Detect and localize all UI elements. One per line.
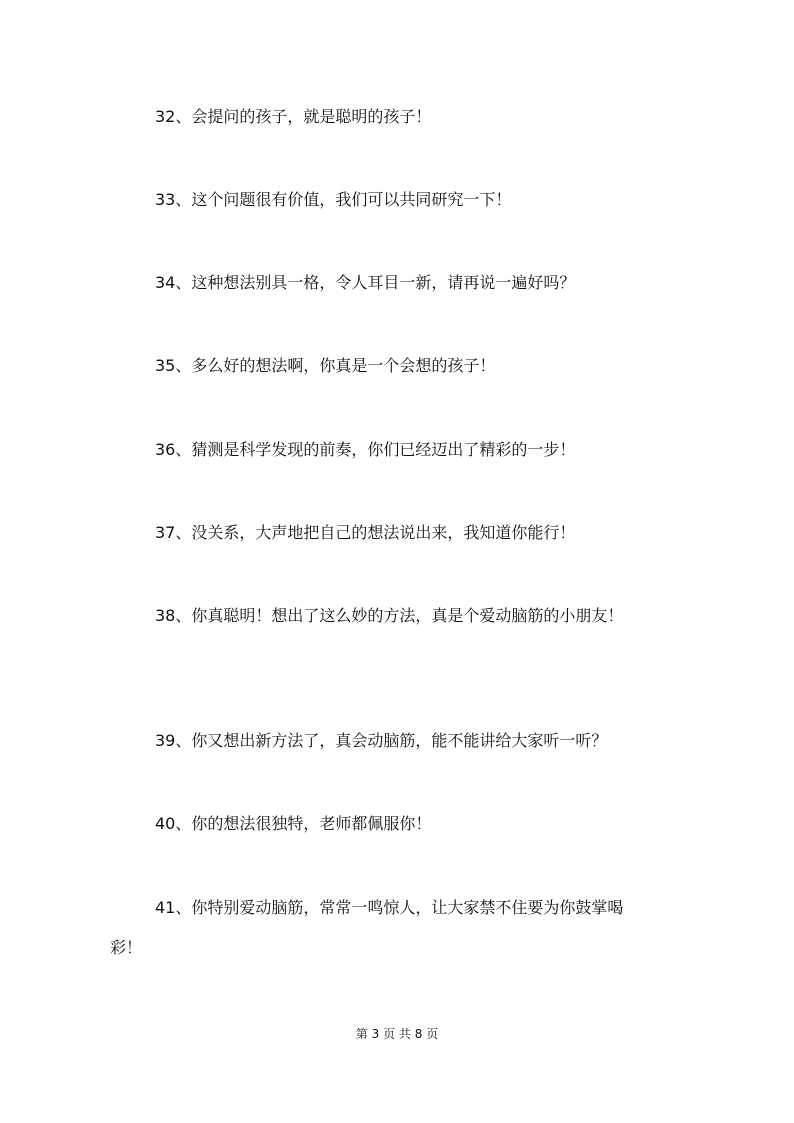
footer-suffix: 页 bbox=[426, 1027, 439, 1041]
footer-total-pages: 8 bbox=[414, 1027, 423, 1041]
paragraph-text: 40、你的想法很独特，老师都佩服你！ bbox=[155, 814, 432, 833]
footer-prefix: 第 bbox=[355, 1027, 368, 1041]
paragraph-text-line-2: 彩！ bbox=[110, 938, 143, 957]
paragraph-text: 37、没关系，大声地把自己的想法说出来，我知道你能行！ bbox=[155, 523, 576, 542]
paragraph-text-line-1: 41、你特别爱动脑筋，常常一鸣惊人，让大家禁不住要为你鼓掌喝 bbox=[155, 898, 624, 917]
paragraph-text: 32、会提问的孩子，就是聪明的孩子！ bbox=[155, 107, 432, 126]
paragraph-text: 34、这种想法别具一格，令人耳目一新，请再说一遍好吗？ bbox=[155, 273, 576, 292]
paragraph-text: 36、猜测是科学发现的前奏，你们已经迈出了精彩的一步！ bbox=[155, 440, 576, 459]
footer-current-page: 3 bbox=[371, 1027, 380, 1041]
paragraph-text: 38、你真聪明！想出了这么妙的方法，真是个爱动脑筋的小朋友！ bbox=[155, 606, 624, 625]
page-footer bbox=[0, 1026, 794, 1042]
paragraph-text: 39、你又想出新方法了，真会动脑筋，能不能讲给大家听一听？ bbox=[155, 731, 608, 750]
footer-middle: 页 共 bbox=[383, 1027, 411, 1041]
paragraph-text: 35、多么好的想法啊，你真是一个会想的孩子！ bbox=[155, 356, 496, 375]
paragraph-text: 33、这个问题很有价值，我们可以共同研究一下！ bbox=[155, 190, 512, 209]
